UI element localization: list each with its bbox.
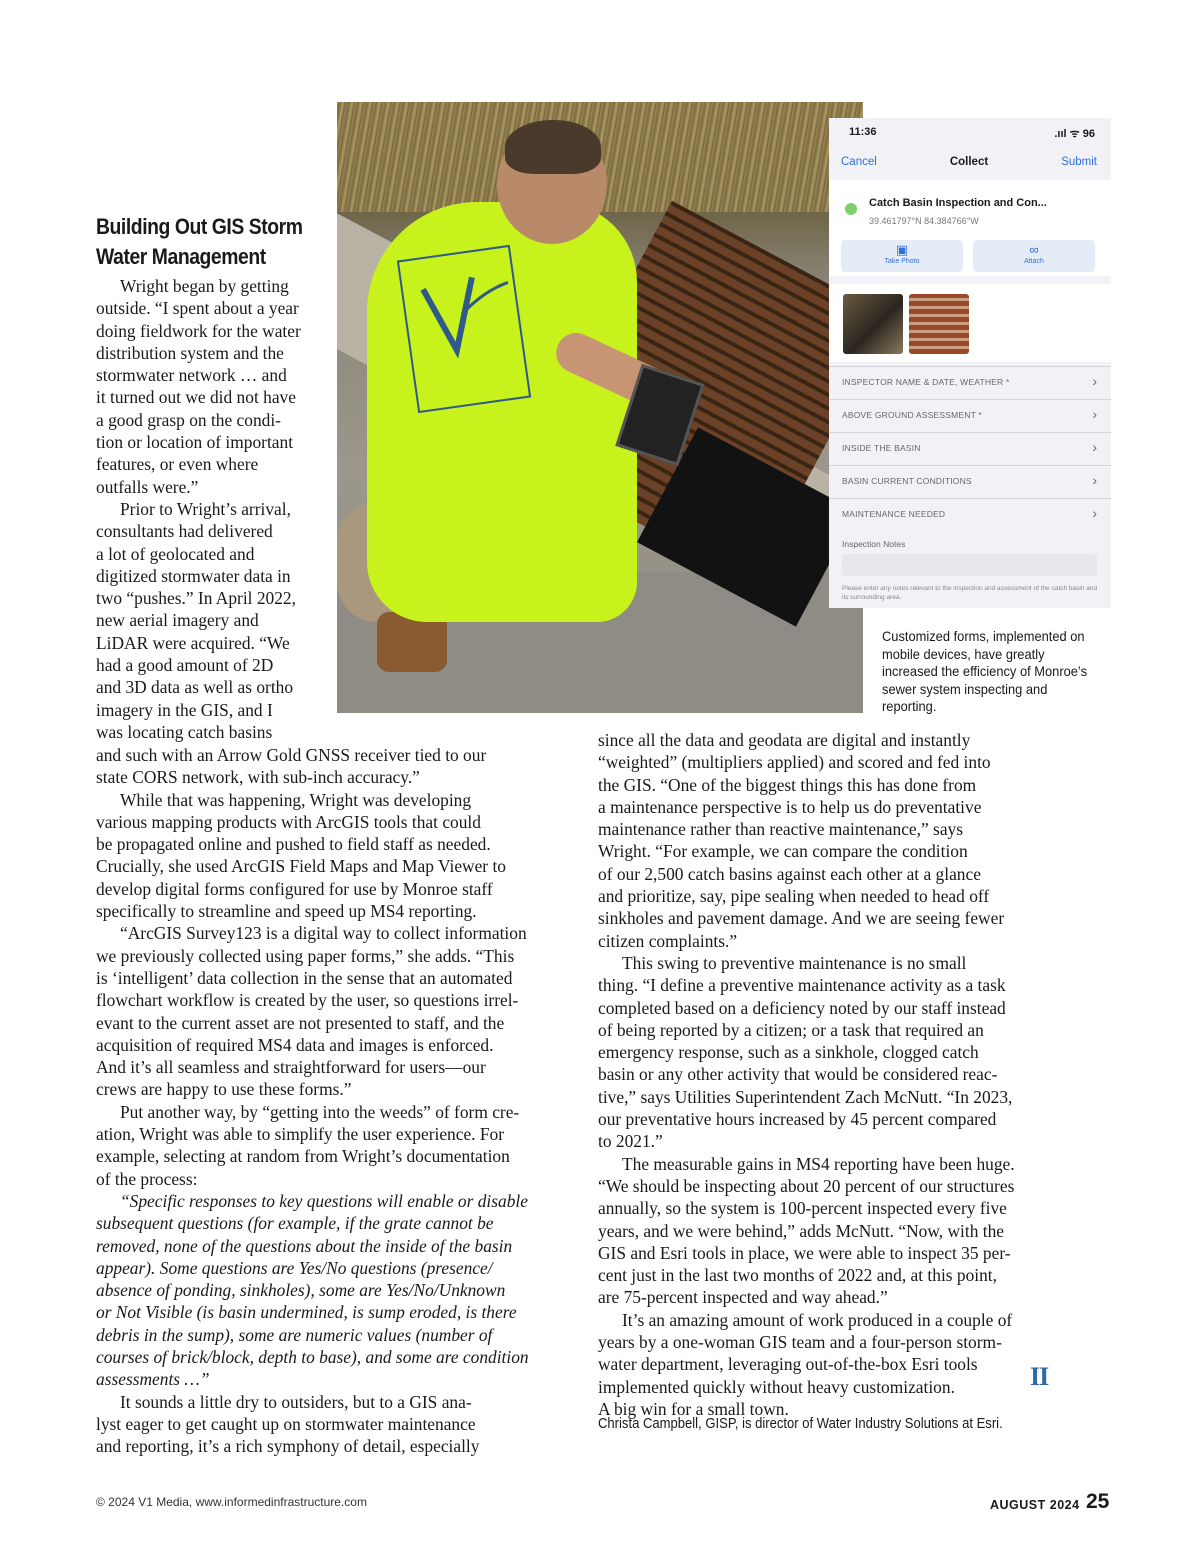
text-line: thing. “I define a preventive maintenance activity as a task — [598, 975, 1006, 996]
quote-line: courses of brick/block, depth to base), and some are condition — [96, 1347, 529, 1368]
text-line: tive,” says Utilities Superintendent Zach McNutt. “In 2023, — [598, 1086, 1013, 1107]
text-line: This swing to preventive maintenance is no small — [622, 952, 967, 973]
text-line: It sounds a little dry to outsiders, but to a GIS ana- — [120, 1391, 472, 1412]
text-line: While that was happening, Wright was developing — [120, 789, 472, 810]
quote-line: debris in the sump), some are numeric values (number of — [96, 1324, 493, 1345]
text-line: ation, Wright was able to simplify the user experience. For — [96, 1124, 505, 1145]
shirt-logo-icon — [399, 247, 529, 411]
text-line: of our 2,500 catch basins against each other at a glance — [598, 863, 981, 884]
notes-input[interactable] — [842, 554, 1097, 576]
text-line: A big win for a small town. — [598, 1398, 789, 1419]
quote-line: subsequent questions (for example, if the grate cannot be — [96, 1213, 494, 1234]
text-line: water department, leveraging out-of-the-box Esri tools — [598, 1354, 978, 1375]
attach-label: Attach — [1024, 258, 1044, 265]
text-line: state CORS network, with sub-inch accuracy.” — [96, 767, 420, 788]
nav-title: Collect — [949, 156, 989, 168]
quote-line: or Not Visible (is basin undermined, is sump eroded, is there — [96, 1302, 517, 1323]
section-heading-line: Building Out GIS Storm — [96, 214, 303, 239]
text-line: since all the data and geodata are digital and instantly — [598, 730, 971, 750]
text-line: example, selecting at random from Wright’s documentation — [96, 1146, 510, 1167]
text-line: And it’s all seamless and straightforward for users—our — [96, 1057, 486, 1078]
text-line: years by a one-woman GIS team and a four-person storm- — [598, 1332, 1002, 1353]
text-line: cent just in the last two months of 2022 and, at this point, — [598, 1265, 997, 1286]
text-line: Wright. “For example, we can compare the condition — [598, 841, 968, 862]
text-line: be propagated online and pushed to field staff as needed. — [96, 834, 491, 855]
text-line: It’s an amazing amount of work produced in a couple of — [622, 1309, 1013, 1330]
text-line: LiDAR were acquired. “We — [96, 632, 290, 653]
camera-icon: ▣ — [895, 242, 909, 257]
text-line: maintenance rather than reactive maintenance,” says — [598, 819, 964, 840]
submit-button[interactable]: Submit — [1061, 156, 1097, 168]
form-title: Catch Basin Inspection and Con... — [869, 197, 1047, 209]
section-label: BASIN CURRENT CONDITIONS — [842, 476, 972, 486]
text-line: GIS and Esri tools in place, we were able to inspect 35 per- — [598, 1242, 1011, 1263]
section-label: MAINTENANCE NEEDED — [842, 509, 946, 519]
form-section-row[interactable] — [829, 399, 1111, 430]
text-line: and such with an Arrow Gold GNSS receiver tied to our — [96, 745, 487, 765]
battery-icon: .ııl ᯤ 96 — [1054, 128, 1095, 140]
text-line: distribution system and the — [96, 342, 284, 363]
text-line: a maintenance perspective is to help us do preventative — [598, 796, 982, 817]
text-line: a lot of geolocated and — [96, 543, 255, 564]
text-line: “weighted” (multipliers applied) and scored and fed into — [598, 752, 991, 773]
quote-line: absence of ponding, sinkholes), some are Yes/No/Unknown — [96, 1280, 506, 1301]
chevron-right-icon: › — [1092, 505, 1097, 521]
text-line: of the process: — [96, 1168, 198, 1189]
text-line: consultants had delivered — [96, 521, 273, 542]
status-bar — [849, 126, 1095, 141]
form-section-row[interactable] — [829, 432, 1111, 463]
text-line: doing fieldwork for the water — [96, 320, 301, 341]
text-line: crews are happy to use these forms.” — [96, 1079, 352, 1100]
form-section-row[interactable] — [829, 366, 1111, 397]
quote-line: “Specific responses to key questions will enable or disable — [120, 1190, 528, 1211]
text-line: sinkholes and pavement damage. And we are seeing fewer — [598, 908, 1005, 929]
text-line: and 3D data as well as ortho — [96, 677, 294, 698]
right-column — [598, 729, 1068, 1420]
text-line: tion or location of important — [96, 432, 294, 453]
form-nav-bar — [841, 156, 1097, 168]
text-line: outfalls were.” — [96, 476, 199, 497]
text-line: Prior to Wright’s arrival, — [120, 498, 291, 519]
text-line: “We should be inspecting about 20 percent of our structures — [598, 1175, 1015, 1196]
mobile-form-screenshot — [829, 118, 1111, 608]
section-label: INSIDE THE BASIN — [842, 443, 921, 453]
take-photo-label: Take Photo — [884, 258, 920, 265]
shirt-logo — [397, 245, 531, 413]
section-heading-line: Water Management — [96, 244, 266, 269]
text-line: basin or any other activity that would be considered reac- — [598, 1064, 998, 1085]
text-line: and reporting, it’s a rich symphony of detail, especially — [96, 1436, 480, 1457]
page-number: 25 — [1086, 1490, 1110, 1513]
text-line: years, and we were behind,” adds McNutt. “Now, with the — [598, 1220, 1004, 1241]
text-line: various mapping products with ArcGIS tools that could — [96, 811, 481, 832]
text-line: specifically to streamline and speed up MS4 reporting. — [96, 901, 477, 922]
notes-placeholder: Please enter any notes relevant to the inspection and assessment of the catch basin and its surrounding area. — [842, 585, 1098, 601]
section-label: INSPECTOR NAME & DATE, WEATHER * — [842, 377, 1010, 387]
chevron-right-icon: › — [1092, 472, 1097, 488]
quote-line: appear). Some questions are Yes/No questions (presence/ — [96, 1257, 493, 1278]
text-line: the GIS. “One of the biggest things this has done from — [598, 774, 977, 795]
chevron-right-icon: › — [1092, 439, 1097, 455]
text-line: emergency response, such as a sinkhole, clogged catch — [598, 1042, 979, 1063]
text-line: evant to the current asset are not presented to staff, and the — [96, 1012, 505, 1033]
author-byline: Christa Campbell, GISP, is director of Water Industry Solutions at Esri. — [598, 1416, 1003, 1432]
end-mark-logo: II — [1030, 1362, 1049, 1391]
text-line: stormwater network … and — [96, 365, 287, 386]
text-line: annually, so the system is 100-percent inspected every five — [598, 1198, 1007, 1219]
chevron-right-icon: › — [1092, 406, 1097, 422]
text-line: The measurable gains in MS4 reporting have been huge. — [622, 1153, 1015, 1174]
cancel-button[interactable]: Cancel — [841, 156, 877, 168]
text-line: acquisition of required MS4 data and images is enforced. — [96, 1034, 494, 1055]
take-photo-button[interactable] — [841, 240, 963, 272]
quote-line: assessments …” — [96, 1369, 210, 1390]
text-line: is ‘intelligent’ data collection in the sense that an automated — [96, 967, 513, 988]
figure-caption: Customized forms, implemented on mobile devices, have greatly increased the efficiency of Monroe’s sewer system inspecting and reporting. — [882, 628, 1088, 714]
text-line: two “pushes.” In April 2022, — [96, 588, 296, 609]
form-coordinates: 39.461797°N 84.384766°W — [869, 216, 979, 226]
left-column-wide — [96, 744, 566, 1458]
chevron-right-icon: › — [1092, 373, 1097, 389]
paperclip-icon: ∞ — [1029, 242, 1039, 257]
text-line: a good grasp on the condi- — [96, 409, 281, 430]
section-heading — [96, 212, 307, 272]
text-line: outside. “I spent about a year — [96, 298, 299, 319]
left-column-narrow — [96, 275, 336, 743]
worker-hair — [505, 120, 601, 174]
text-line: “ArcGIS Survey123 is a digital way to collect information — [120, 923, 527, 944]
text-line: lyst eager to get caught up on stormwater maintenance — [96, 1413, 476, 1434]
field-worker-photo — [337, 102, 863, 713]
text-line: we previously collected using paper forms,” she adds. “This — [96, 945, 515, 966]
section-label: ABOVE GROUND ASSESSMENT * — [842, 410, 982, 420]
form-section-row[interactable] — [829, 498, 1111, 529]
text-line: to 2021.” — [598, 1131, 663, 1152]
text-line: Put another way, by “getting into the weeds” of form cre- — [120, 1101, 520, 1122]
photo-thumbnail[interactable] — [843, 294, 903, 354]
text-line: Wright began by getting — [120, 276, 289, 296]
notes-label: Inspection Notes — [842, 539, 906, 549]
text-line: and prioritize, say, pipe sealing when needed to head off — [598, 886, 990, 907]
form-section-row[interactable] — [829, 465, 1111, 496]
text-line: new aerial imagery and — [96, 610, 259, 631]
text-line: had a good amount of 2D — [96, 655, 274, 676]
text-line: implemented quickly without heavy customization. — [598, 1376, 955, 1397]
text-line: was locating catch basins — [96, 721, 273, 742]
text-line: our preventative hours increased by 45 percent compared — [598, 1109, 997, 1130]
copyright-footer: © 2024 V1 Media, www.informedinfrastructure.com — [96, 1495, 367, 1509]
text-line: features, or even where — [96, 454, 259, 475]
status-dot-icon — [845, 203, 857, 215]
photo-thumbnail[interactable] — [909, 294, 969, 354]
text-line: it turned out we did not have — [96, 387, 296, 408]
text-line: citizen complaints.” — [598, 930, 738, 951]
text-line: flowchart workflow is created by the user, so questions irrel- — [96, 990, 519, 1011]
text-line: imagery in the GIS, and I — [96, 699, 273, 720]
text-line: develop digital forms configured for use by Monroe staff — [96, 878, 493, 899]
attach-button[interactable] — [973, 240, 1095, 272]
status-time: 11:36 — [849, 126, 877, 138]
text-line: of being reported by a citizen; or a task that required an — [598, 1019, 984, 1040]
text-line: digitized stormwater data in — [96, 565, 291, 586]
quote-line: removed, none of the questions about the inside of the basin — [96, 1235, 513, 1256]
text-line: Crucially, she used ArcGIS Field Maps and Map Viewer to — [96, 856, 506, 877]
text-line: are 75-percent inspected and way ahead.” — [598, 1287, 888, 1308]
issue-date: AUGUST 2024 — [990, 1498, 1080, 1512]
text-line: completed based on a deficiency noted by our staff instead — [598, 997, 1006, 1018]
